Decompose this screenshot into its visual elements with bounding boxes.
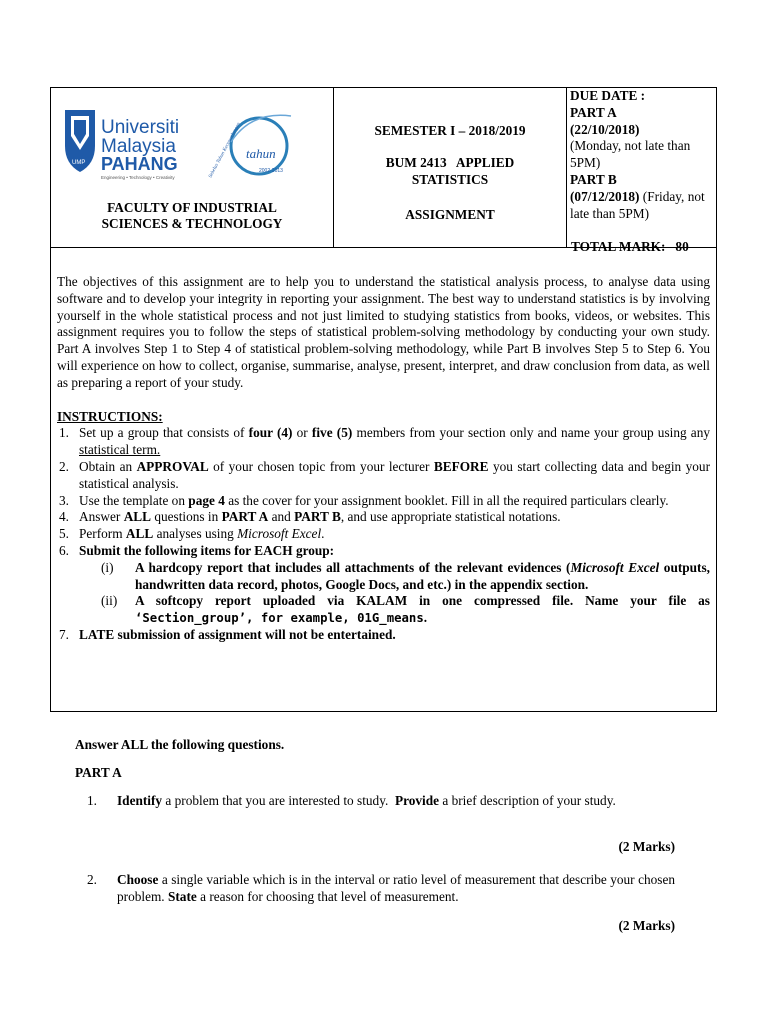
university-logo <box>61 106 311 186</box>
logo-tagline: Engineering • Technology • Creativity <box>101 175 175 180</box>
anniversary-text: Sebelas Tahun Kecemerlangan <box>208 122 242 179</box>
part-a-date: (22/10/2018) <box>570 121 640 137</box>
question-text: Identify a problem that you are interested to study. Provide a brief description of your study. <box>117 793 616 808</box>
assignment-label: ASSIGNMENT <box>405 207 495 222</box>
instruction-item: 2. Obtain an APPROVAL of your chosen topic from your lecturer BEFORE you start collecting data and begin your statistical analysis. <box>59 458 710 491</box>
objective-paragraph: The objectives of this assignment are to help you to understand the statistical analysis process, to analyse data using software and to develop your integrity in reporting your assignment. The best way to understand statistics is by involving yourself in the whole statistical process and not just limited to studying statistics from books, videos, or websites. This assignment requires you to follow the steps of statistical problem-solving methodology by conducting your own study. Part A involves Step 1 to Step 4 of statistical problem-solving methodology, while Part B involves Step 5 to Step 6. You will experience on how to collect, organise, summarise, analyse, present, interpret, and draw conclusion from data, as well as preparing a report of your study. <box>57 274 710 390</box>
total-mark: TOTAL MARK: 80 <box>571 239 689 254</box>
course-cell <box>334 88 567 247</box>
course-line-2: STATISTICS <box>411 171 489 187</box>
semester: SEMESTER I – 2018/2019 <box>374 123 526 138</box>
instructions-title: INSTRUCTIONS: <box>57 408 163 424</box>
instruction-item: 5. Perform ALL analyses using Microsoft Excel. <box>59 526 325 542</box>
faculty-line-1: FACULTY OF INDUSTRIAL <box>107 200 277 215</box>
instruction-item: 3. Use the template on page 4 as the cover for your assignment booklet. Fill in all the required particulars clearly. <box>59 492 669 508</box>
due-date-cell <box>567 88 716 254</box>
instruction-item: 6. Submit the following items for EACH group: <box>59 542 335 558</box>
question-number: 2. <box>87 872 97 887</box>
logo-line-2: Malaysia <box>101 136 176 157</box>
part-a-heading: PART A <box>75 765 122 780</box>
part-b-label: PART B <box>570 171 617 187</box>
total-mark-value: 80 <box>675 239 689 254</box>
question-text: Choose a single variable which is in the interval or ratio level of measurement that describe your chosen problem. State a reason for choosing that level of measurement. <box>117 872 675 904</box>
due-date-label: DUE DATE : <box>570 88 646 103</box>
instructions-list-end <box>57 627 710 644</box>
question-1-marks: (2 Marks) <box>618 839 675 854</box>
question-2 <box>75 872 675 906</box>
question-number: 1. <box>87 793 97 808</box>
question-2-marks: (2 Marks) <box>618 918 675 933</box>
anniversary-years: 2002-2013 <box>259 168 283 174</box>
header-table <box>50 87 717 254</box>
ump-badge-text: UMP <box>72 160 86 166</box>
logo-cell <box>51 88 334 247</box>
part-a-note: (Monday, not late than 5PM) <box>570 138 691 171</box>
faculty-name <box>51 200 333 232</box>
total-mark-label: TOTAL MARK <box>571 239 662 254</box>
part-a-label: PART A <box>570 104 617 120</box>
logo-line-3: PAHANG <box>101 154 178 174</box>
instruction-item: 1. Set up a group that consists of four (4) or five (5) members from your section only and name your group using any statistical term. <box>59 425 710 458</box>
part-b-note: (Friday, not late than 5PM) <box>570 188 705 221</box>
submission-item-softcopy: (ii) A softcopy report uploaded via KALAM in one compressed file. Name your file as ‘Section_group’, for example, 01G_means. <box>101 593 710 626</box>
question-1 <box>75 793 675 810</box>
part-b-dates <box>570 189 716 223</box>
course-title <box>334 155 566 188</box>
submission-item-hardcopy: (i) A hardcopy report that includes all attachments of the relevant evidences (Microsoft Excel outputs, handwritten data record, photos, Google Docs, and etc.) in the appendix section. <box>101 559 710 592</box>
course-line-1: BUM 2413 APPLIED <box>385 155 515 170</box>
answer-all-instruction: Answer ALL the following questions. <box>75 737 285 752</box>
anniversary-word: tahun <box>246 146 276 161</box>
instructions-list <box>57 425 710 559</box>
objectives-box <box>50 248 717 712</box>
faculty-line-2: SCIENCES & TECHNOLOGY <box>101 216 283 231</box>
logo-line-1: Universiti <box>101 117 180 138</box>
instruction-item: 4. Answer ALL questions in PART A and PART B, and use appropriate statistical notations. <box>59 509 561 525</box>
part-b-date: (07/12/2018) <box>570 188 640 204</box>
instruction-item: 7. LATE submission of assignment will not be entertained. <box>59 626 396 642</box>
